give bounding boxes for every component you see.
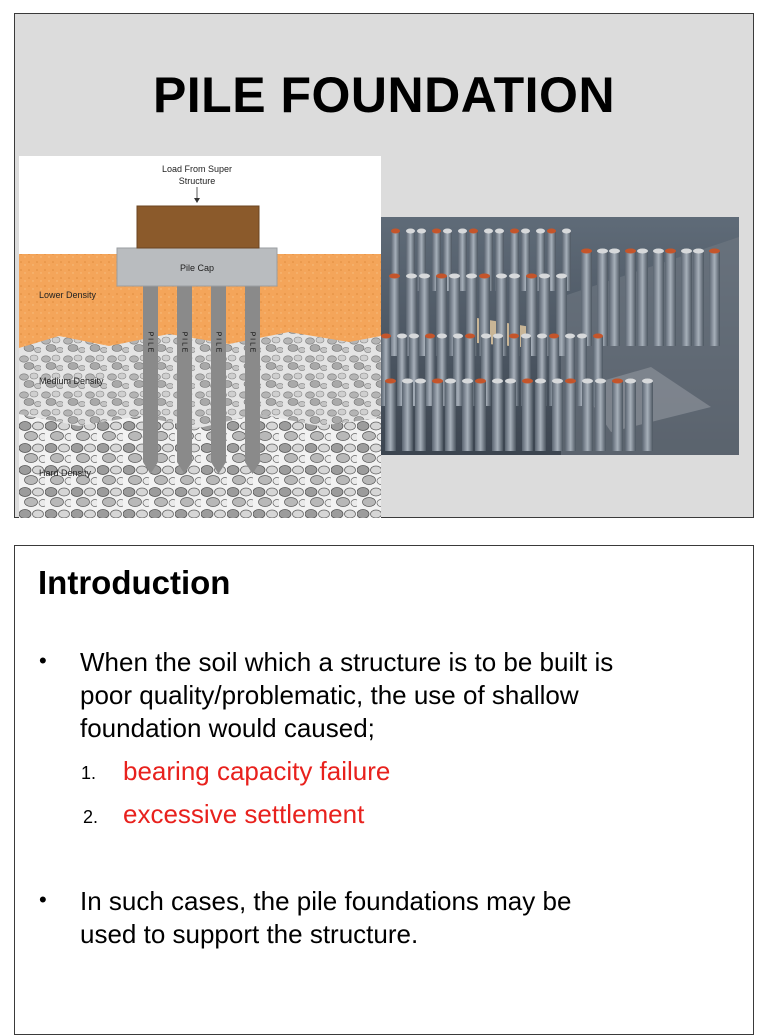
photo-pile-top <box>521 334 531 339</box>
photo-pile-top <box>556 274 567 279</box>
photo-pile-top <box>419 274 430 279</box>
photo-pile-top <box>437 334 447 339</box>
slide-introduction <box>14 545 754 1035</box>
pile-label: P I L E <box>214 331 222 353</box>
photo-pile-top <box>481 334 491 339</box>
photo-pile-top <box>415 379 426 384</box>
photo-pile <box>612 381 623 451</box>
photo-pile <box>609 251 620 346</box>
list-number: 1. <box>81 763 97 783</box>
pile-construction-photo <box>381 217 739 455</box>
photo-pile-top <box>625 249 636 254</box>
photo-pile-top <box>536 229 545 234</box>
pile-label: P I L E <box>146 331 154 353</box>
photo-pile-top <box>505 379 516 384</box>
photo-pile <box>475 381 486 451</box>
slide-title-heading: PILE FOUNDATION <box>152 67 616 123</box>
photo-pile-top <box>466 274 477 279</box>
photo-pile-top <box>535 379 546 384</box>
photo-pile-top <box>593 334 603 339</box>
photo-pile-top <box>432 229 441 234</box>
photo-pile-top <box>496 274 507 279</box>
photo-pile <box>552 381 563 451</box>
slide-title <box>14 13 754 518</box>
photo-pile-top <box>509 274 520 279</box>
layer-label-medium: Medium Density <box>39 376 104 386</box>
layer-label-hard: Hard Density <box>39 468 92 478</box>
photo-pile-top <box>526 274 537 279</box>
photo-pile-top <box>693 249 704 254</box>
photo-pile <box>637 251 648 346</box>
photo-pile-top <box>612 379 623 384</box>
photo-pile-top <box>562 229 571 234</box>
photo-pile-top <box>479 274 490 279</box>
photo-pile-top <box>475 379 486 384</box>
photo-pile <box>597 251 608 346</box>
photo-pile-top <box>547 229 556 234</box>
list-number: 2. <box>83 807 99 827</box>
photo-pile <box>402 381 413 451</box>
photo-pile-top <box>582 379 593 384</box>
photo-pile-top <box>381 334 391 339</box>
photo-pile-top <box>537 334 547 339</box>
photo-pile <box>522 381 533 451</box>
photo-pile-top <box>565 379 576 384</box>
photo-pile-top <box>391 229 400 234</box>
photo-pile <box>581 251 592 346</box>
load-label: Structure <box>178 176 216 186</box>
layer-label-lower: Lower Density <box>39 290 97 300</box>
photo-pile <box>693 251 704 346</box>
photo-pile-top <box>409 334 419 339</box>
photo-pile-top <box>397 334 407 339</box>
photo-pile-top <box>402 379 413 384</box>
pile-label: P I L E <box>248 331 256 353</box>
bullet-text-line: foundation would caused; <box>80 713 375 743</box>
photo-pile <box>681 251 692 346</box>
photo-pile-top <box>406 274 417 279</box>
photo-pile-top <box>595 379 606 384</box>
photo-pile-top <box>492 379 503 384</box>
photo-pile <box>709 251 720 346</box>
photo-pile-top <box>484 229 493 234</box>
photo-pile-top <box>665 249 676 254</box>
photo-pile-top <box>449 274 460 279</box>
load-label: Load From Super <box>161 164 233 174</box>
photo-pile-top <box>406 229 415 234</box>
photo-pile <box>665 251 676 346</box>
bullet-text-line: poor quality/problematic, the use of shallow <box>80 680 579 710</box>
photo-pile-top <box>709 249 720 254</box>
photo-pile <box>565 381 576 451</box>
photo-pile <box>625 251 636 346</box>
list-item-text: bearing capacity failure <box>123 756 391 786</box>
photo-pile-top <box>436 274 447 279</box>
photo-pile-top <box>443 229 452 234</box>
photo-pile-top <box>577 334 587 339</box>
photo-pile-top <box>653 249 664 254</box>
photo-pile <box>642 381 653 451</box>
list-item-text: excessive settlement <box>123 799 365 829</box>
photo-pile <box>653 251 664 346</box>
photo-pile-top <box>565 334 575 339</box>
photo-pile-top <box>539 274 550 279</box>
photo-pile-top <box>581 249 592 254</box>
photo-pile-top <box>445 379 456 384</box>
photo-pile-top <box>469 229 478 234</box>
pile-foundation-diagram <box>19 156 381 518</box>
photo-pile-top <box>597 249 608 254</box>
pile-cap-label: Pile Cap <box>179 263 215 273</box>
photo-pile-top <box>458 229 467 234</box>
photo-pile-top <box>510 229 519 234</box>
photo-pile-top <box>465 334 475 339</box>
photo-pile-top <box>425 334 435 339</box>
photo-pile <box>445 381 456 451</box>
photo-pile-top <box>509 334 519 339</box>
photo-pile-top <box>495 229 504 234</box>
photo-pile-top <box>453 334 463 339</box>
photo-pile-top <box>493 334 503 339</box>
photo-pile-top <box>637 249 648 254</box>
slide-introduction-heading: Introduction <box>38 564 231 601</box>
photo-pile-top <box>522 379 533 384</box>
photo-pile-top <box>552 379 563 384</box>
photo-pile-top <box>521 229 530 234</box>
photo-pile-top <box>432 379 443 384</box>
photo-pile <box>385 381 396 451</box>
photo-pile-top <box>417 229 426 234</box>
photo-pile-top <box>625 379 636 384</box>
photo-pile <box>492 381 503 451</box>
photo-pile <box>595 381 606 451</box>
photo-pile-top <box>642 379 653 384</box>
photo-pile-top <box>389 274 400 279</box>
photo-pile-top <box>681 249 692 254</box>
pile-label: P I L E <box>180 331 188 353</box>
photo-pile <box>582 381 593 451</box>
photo-pile <box>535 381 546 451</box>
bullet-icon: • <box>39 648 47 673</box>
photo-pile <box>462 381 473 451</box>
photo-pile-top <box>462 379 473 384</box>
bullet-icon: • <box>39 887 47 912</box>
photo-pile-top <box>609 249 620 254</box>
bullet-text-line: In such cases, the pile foundations may be <box>80 886 572 916</box>
photo-pile <box>432 381 443 451</box>
photo-pile-top <box>549 334 559 339</box>
bullet-text-line: When the soil which a structure is to be built is <box>80 647 614 677</box>
photo-pile <box>415 381 426 451</box>
bullet-text-line: used to support the structure. <box>80 919 419 949</box>
photo-pile <box>625 381 636 451</box>
photo-pile-top <box>385 379 396 384</box>
superstructure-block <box>137 206 259 248</box>
photo-pile <box>505 381 516 451</box>
